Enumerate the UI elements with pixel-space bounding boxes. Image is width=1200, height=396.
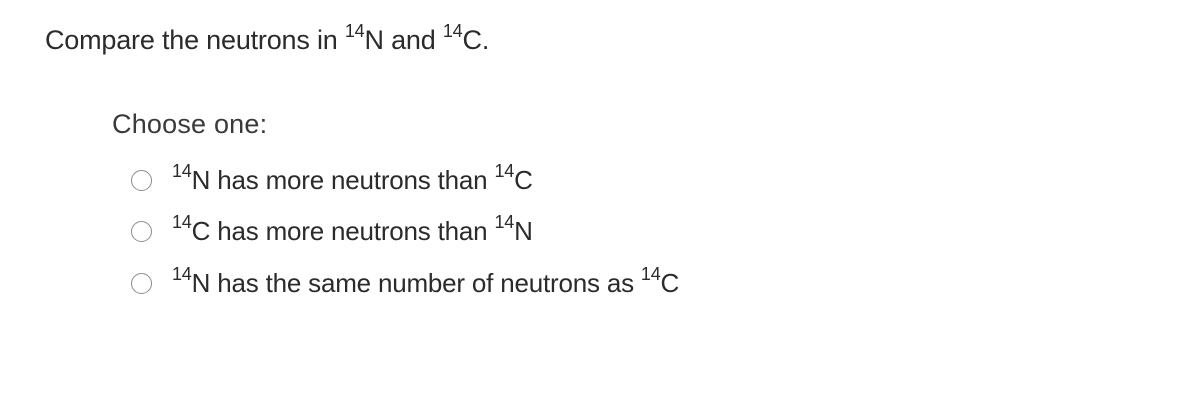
isotope-mass-number: 14 [344,21,365,41]
element-symbol: C [514,165,533,195]
element-symbol: N [364,25,384,55]
question-prefix: Compare the neutrons in [45,25,345,55]
option-body-text: has more neutrons than [210,216,495,246]
radio-button[interactable] [131,273,152,294]
isotope-mass-number: 14 [442,21,463,41]
element-symbol: N [514,216,533,246]
question-middle: and [383,25,443,55]
choose-one-label: Choose one: [112,109,268,139]
radio-button[interactable] [131,170,152,191]
isotope-mass-number: 14 [172,264,192,285]
option-label[interactable] [172,162,533,198]
question-suffix: . [481,25,490,55]
radio-button[interactable] [131,221,152,242]
isotope-mass-number: 14 [172,212,192,233]
element-symbol: N [191,268,211,298]
element-symbol: C [191,216,211,246]
element-symbol: C [660,268,680,298]
option-body-text: has the same number of neutrons as [210,268,641,298]
option-label[interactable] [172,213,533,249]
element-symbol: N [191,165,211,195]
answer-option[interactable] [131,162,533,198]
isotope-mass-number: 14 [494,212,515,233]
element-symbol: C [462,25,482,55]
answer-option[interactable] [131,265,679,301]
isotope-mass-number: 14 [494,161,515,182]
question-text [45,22,489,58]
isotope-mass-number: 14 [640,264,661,285]
isotope-mass-number: 14 [172,161,192,182]
option-label[interactable] [172,265,679,301]
option-body-text: has more neutrons than [210,165,495,195]
answer-option[interactable] [131,213,533,249]
